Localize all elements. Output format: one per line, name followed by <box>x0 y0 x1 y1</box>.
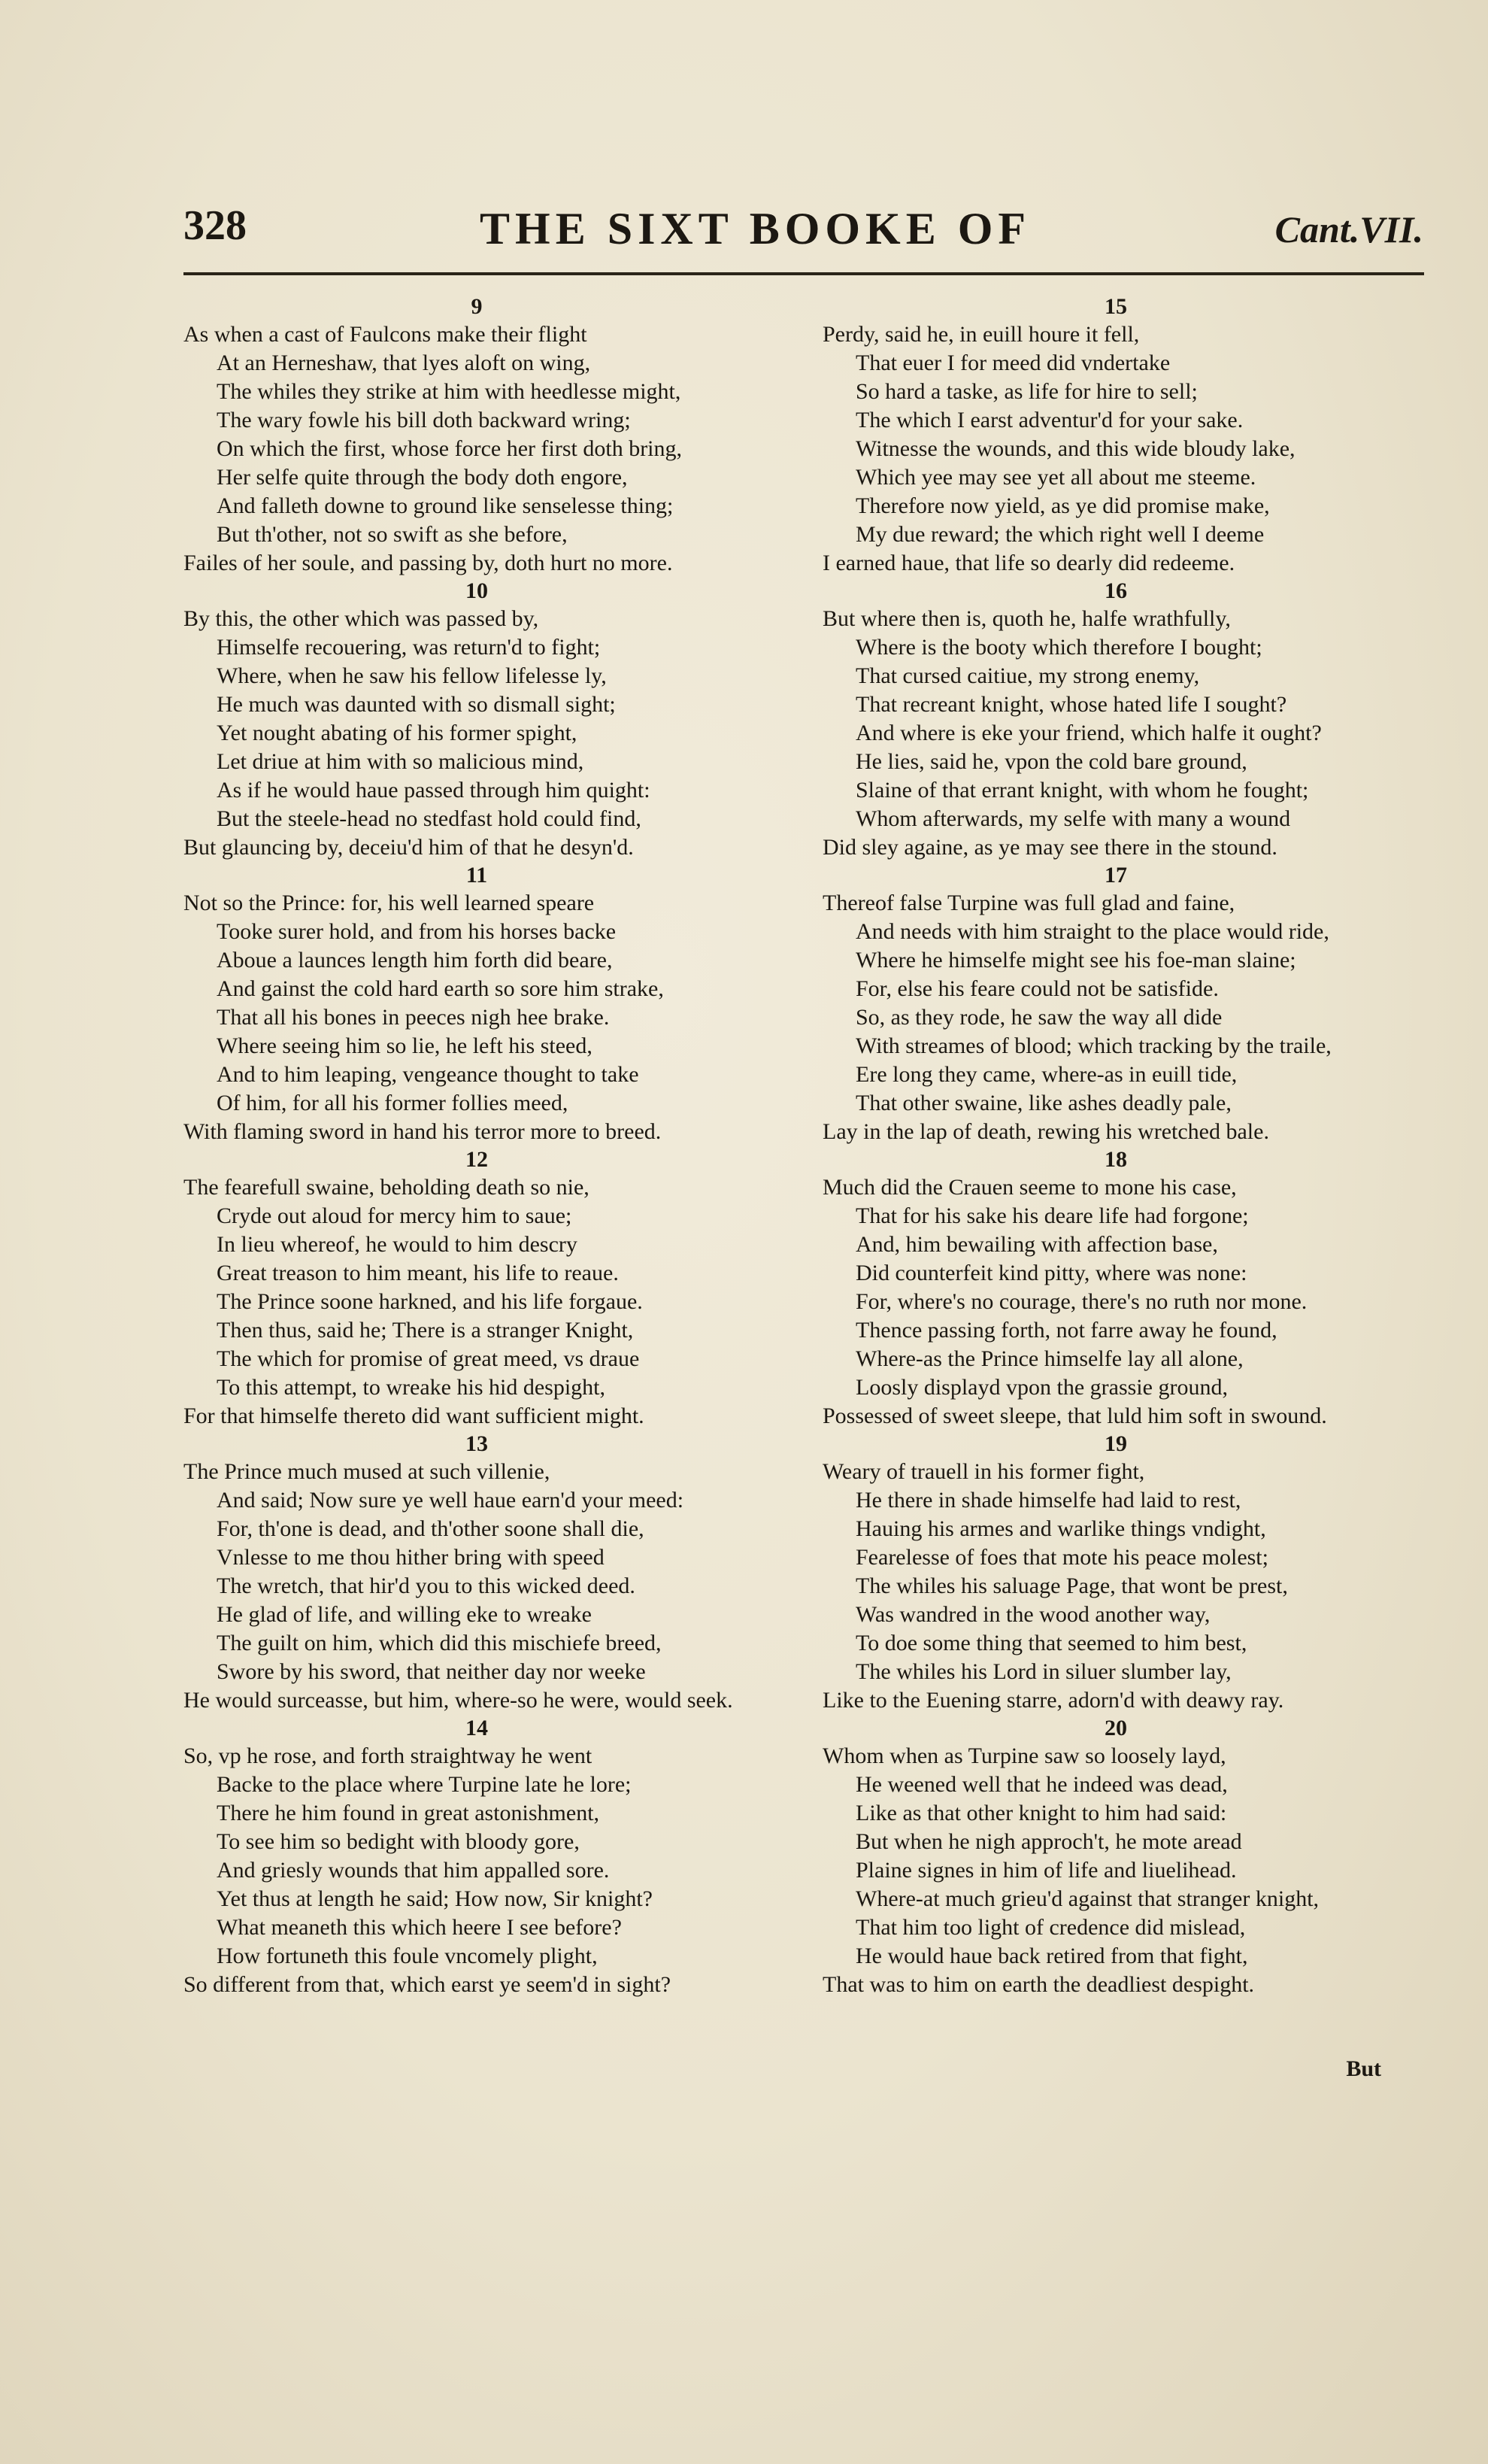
verse-line: Tooke surer hold, and from his horses backe <box>217 919 617 944</box>
verse-line: To see him so bedight with bloody gore, <box>217 1829 580 1854</box>
verse-line: But where then is, quoth he, halfe wrathfully, <box>823 606 1231 631</box>
verse-line: Where-at much grieu'd against that stranger knight, <box>856 1886 1320 1911</box>
verse-line: And gainst the cold hard earth so sore him strake, <box>217 976 664 1001</box>
verse-line: And to him leaping, vengeance thought to take <box>217 1062 639 1087</box>
verse-line: And, him bewailing with affection base, <box>856 1232 1218 1257</box>
stanza <box>823 293 1409 578</box>
verse-line: That all his bones in peeces nigh hee brake. <box>217 1005 610 1030</box>
verse-line: And needs with him straight to the place would ride, <box>856 919 1329 944</box>
stanza-number: 9 <box>471 294 483 319</box>
verse-line: The which for promise of great meed, vs draue <box>217 1346 640 1371</box>
verse-line: He glad of life, and willing eke to wreake <box>217 1602 592 1627</box>
verse-line: But th'other, not so swift as she before, <box>217 522 568 547</box>
stanza <box>183 578 770 862</box>
verse-line: Witnesse the wounds, and this wide bloudy lake, <box>856 436 1296 461</box>
verse-line: Whom afterwards, my selfe with many a wound <box>856 806 1291 831</box>
verse-line: By this, the other which was passed by, <box>183 606 539 631</box>
stanza <box>823 1146 1409 1431</box>
header-rule <box>183 272 1424 275</box>
stanza-number: 19 <box>1105 1431 1127 1456</box>
verse-line: For, where's no courage, there's no ruth nor mone. <box>856 1289 1308 1314</box>
verse-line: The fearefull swaine, beholding death so nie, <box>183 1175 589 1200</box>
verse-line: Where he himselfe might see his foe-man slaine; <box>856 948 1296 973</box>
verse-line: Slaine of that errant knight, with whom he fought; <box>856 778 1309 803</box>
verse-line: He would surceasse, but him, where-so he were, would seek. <box>183 1688 733 1713</box>
verse-line: Therefore now yield, as ye did promise make, <box>856 493 1270 518</box>
verse-line: Backe to the place where Turpine late he lore; <box>217 1772 632 1797</box>
verse-line: Great treason to him meant, his life to reaue. <box>217 1261 619 1285</box>
verse-line: In lieu whereof, he would to him descry <box>217 1232 577 1257</box>
verse-line: Not so the Prince: for, his well learned speare <box>183 891 595 915</box>
verse-line: What meaneth this which heere I see before? <box>217 1915 622 1940</box>
verse-line: Where seeing him so lie, he left his steed, <box>217 1033 592 1058</box>
verse-line: Thence passing forth, not farre away he found, <box>856 1318 1277 1343</box>
verse-line: That cursed caitiue, my strong enemy, <box>856 663 1200 688</box>
verse-line: Fearelesse of foes that mote his peace molest; <box>856 1545 1268 1570</box>
verse-line: For that himselfe thereto did want sufficient might. <box>183 1403 644 1428</box>
verse-line: So, vp he rose, and forth straightway he went <box>183 1743 592 1768</box>
stanza-number: 17 <box>1105 863 1127 888</box>
verse-line: That for his sake his deare life had forgone; <box>856 1203 1249 1228</box>
verse-line: As when a cast of Faulcons make their flight <box>183 322 587 347</box>
verse-line: With streames of blood; which tracking by the traile, <box>856 1033 1332 1058</box>
catchword: But <box>1346 2056 1381 2081</box>
right-column <box>823 293 1409 1999</box>
stanza <box>183 862 770 1146</box>
verse-line: Whom when as Turpine saw so loosely layd, <box>823 1743 1226 1768</box>
stanza <box>823 862 1409 1146</box>
verse-line: Possessed of sweet sleepe, that luld him soft in swound. <box>823 1403 1327 1428</box>
verse-line: The Prince much mused at such villenie, <box>183 1459 550 1484</box>
verse-line: To this attempt, to wreake his hid despight, <box>217 1375 605 1400</box>
stanza-number: 16 <box>1105 578 1127 603</box>
verse-line: Plaine signes in him of life and liuelihead. <box>856 1858 1237 1883</box>
running-title: THE SIXT BOOKE OF <box>480 204 1032 253</box>
verse-line: Where-as the Prince himselfe lay all alone, <box>856 1346 1244 1371</box>
verse-line: Let driue at him with so malicious mind, <box>217 749 584 774</box>
stanza <box>823 1431 1409 1715</box>
page-number: 328 <box>183 202 247 249</box>
verse-line: That euer I for meed did vndertake <box>856 350 1171 375</box>
verse-line: And falleth downe to ground like senselesse thing; <box>217 493 674 518</box>
stanza-number: 15 <box>1105 294 1127 319</box>
verse-line: But when he nigh approch't, he mote aread <box>856 1829 1242 1854</box>
stanza <box>183 1431 770 1715</box>
verse-line: But the steele-head no stedfast hold could find, <box>217 806 641 831</box>
verse-line: Did sley againe, as ye may see there in the stound. <box>823 835 1277 860</box>
stanza-number: 18 <box>1105 1147 1127 1172</box>
stanza-number: 10 <box>465 578 488 603</box>
verse-line: The whiles they strike at him with heedlesse might, <box>217 379 681 404</box>
stanza-number: 13 <box>465 1431 488 1456</box>
verse-line: As if he would haue passed through him quight: <box>217 778 650 803</box>
verse-line: And said; Now sure ye well haue earn'd your meed: <box>217 1488 684 1513</box>
verse-line: He would haue back retired from that fight, <box>856 1944 1248 1968</box>
verse-line: For, else his feare could not be satisfide. <box>856 976 1219 1001</box>
verse-line: So different from that, which earst ye seem'd in sight? <box>183 1972 671 1997</box>
stanza <box>183 1715 770 1999</box>
verse-line: He weened well that he indeed was dead, <box>856 1772 1228 1797</box>
verse-line: That other swaine, like ashes deadly pale, <box>856 1091 1232 1115</box>
verse-line: For, th'one is dead, and th'other soone shall die, <box>217 1516 644 1541</box>
verse-line: Her selfe quite through the body doth engore, <box>217 465 628 490</box>
verse-line: Like as that other knight to him had said: <box>856 1801 1227 1825</box>
verse-line: Yet nought abating of his former spight, <box>217 721 577 745</box>
stanza <box>183 1146 770 1431</box>
verse-line: My due reward; the which right well I deeme <box>856 522 1265 547</box>
verse-line: Like to the Euening starre, adorn'd with deawy ray. <box>823 1688 1284 1713</box>
verse-line: Swore by his sword, that neither day nor weeke <box>217 1659 646 1684</box>
verse-line: Weary of trauell in his former fight, <box>823 1459 1145 1484</box>
verse-line: The Prince soone harkned, and his life forgaue. <box>217 1289 643 1314</box>
verse-line: I earned haue, that life so dearly did redeeme. <box>823 551 1235 575</box>
verse-line: Yet thus at length he said; How now, Sir knight? <box>217 1886 653 1911</box>
verse-line: The whiles his Lord in siluer slumber lay, <box>856 1659 1232 1684</box>
stanza-number: 14 <box>465 1716 488 1740</box>
verse-line: The wretch, that hir'd you to this wicked deed. <box>217 1573 635 1598</box>
verse-line: Aboue a launces length him forth did beare, <box>217 948 613 973</box>
canto-label: Cant.VII. <box>1274 208 1423 250</box>
verse-line: To doe some thing that seemed to him best, <box>856 1631 1247 1655</box>
verse-line: And where is eke your friend, which halfe it ought? <box>856 721 1322 745</box>
verse-line: At an Herneshaw, that lyes aloft on wing, <box>217 350 591 375</box>
verse-line: Was wandred in the wood another way, <box>856 1602 1211 1627</box>
verse-line: Did counterfeit kind pitty, where was none: <box>856 1261 1247 1285</box>
verse-line: That recreant knight, whose hated life I sought? <box>856 692 1287 717</box>
verse-line: He there in shade himselfe had laid to rest, <box>856 1488 1241 1513</box>
verse-line: Of him, for all his former follies meed, <box>217 1091 568 1115</box>
stanza-number: 12 <box>465 1147 488 1172</box>
stanza-number: 11 <box>465 863 488 888</box>
verse-line: He much was daunted with so dismall sight; <box>217 692 616 717</box>
verse-line: Himselfe recouering, was return'd to fight; <box>217 635 601 660</box>
stanza-number: 20 <box>1105 1716 1127 1740</box>
left-column <box>183 293 770 1999</box>
verse-line: That was to him on earth the deadliest despight. <box>823 1972 1255 1997</box>
verse-line: Where, when he saw his fellow lifelesse ly, <box>217 663 607 688</box>
verse-line: Hauing his armes and warlike things vndight, <box>856 1516 1266 1541</box>
stanza <box>823 578 1409 862</box>
verse-line: The wary fowle his bill doth backward wring; <box>217 408 631 432</box>
verse-line: He lies, said he, vpon the cold bare ground, <box>856 749 1247 774</box>
verse-line: Loosly displayd vpon the grassie ground, <box>856 1375 1228 1400</box>
verse-line: Where is the booty which therefore I bought; <box>856 635 1262 660</box>
verse-line: So hard a taske, as life for hire to sell; <box>856 379 1198 404</box>
verse-line: That him too light of credence did mislead, <box>856 1915 1246 1940</box>
verse-line: There he him found in great astonishment, <box>217 1801 600 1825</box>
verse-line: And griesly wounds that him appalled sore. <box>217 1858 610 1883</box>
verse-line: Much did the Crauen seeme to mone his case, <box>823 1175 1237 1200</box>
verse-line: Failes of her soule, and passing by, doth hurt no more. <box>183 551 673 575</box>
stanza <box>823 1715 1409 1999</box>
stanza <box>183 293 770 578</box>
verse-line: Perdy, said he, in euill houre it fell, <box>823 322 1140 347</box>
verse-line: How fortuneth this foule vncomely plight, <box>217 1944 598 1968</box>
verse-line: Vnlesse to me thou hither bring with speed <box>217 1545 605 1570</box>
verse-line: The guilt on him, which did this mischiefe breed, <box>217 1631 662 1655</box>
verse-line: Lay in the lap of death, rewing his wretched bale. <box>823 1119 1269 1144</box>
verse-line: With flaming sword in hand his terror more to breed. <box>183 1119 662 1144</box>
verse-line: Thereof false Turpine was full glad and faine, <box>823 891 1235 915</box>
verse-line: But glauncing by, deceiu'd him of that he desyn'd. <box>183 835 634 860</box>
verse-line: On which the first, whose force her first doth bring, <box>217 436 683 461</box>
verse-line: Then thus, said he; There is a stranger Knight, <box>217 1318 634 1343</box>
verse-line: Cryde out aloud for mercy him to saue; <box>217 1203 572 1228</box>
verse-line: So, as they rode, he saw the way all dide <box>856 1005 1223 1030</box>
verse-line: Ere long they came, where-as in euill tide, <box>856 1062 1238 1087</box>
verse-line: The which I earst adventur'd for your sake. <box>856 408 1244 432</box>
verse-line: The whiles his saluage Page, that wont be prest, <box>856 1573 1288 1598</box>
verse-line: Which yee may see yet all about me steeme. <box>856 465 1256 490</box>
